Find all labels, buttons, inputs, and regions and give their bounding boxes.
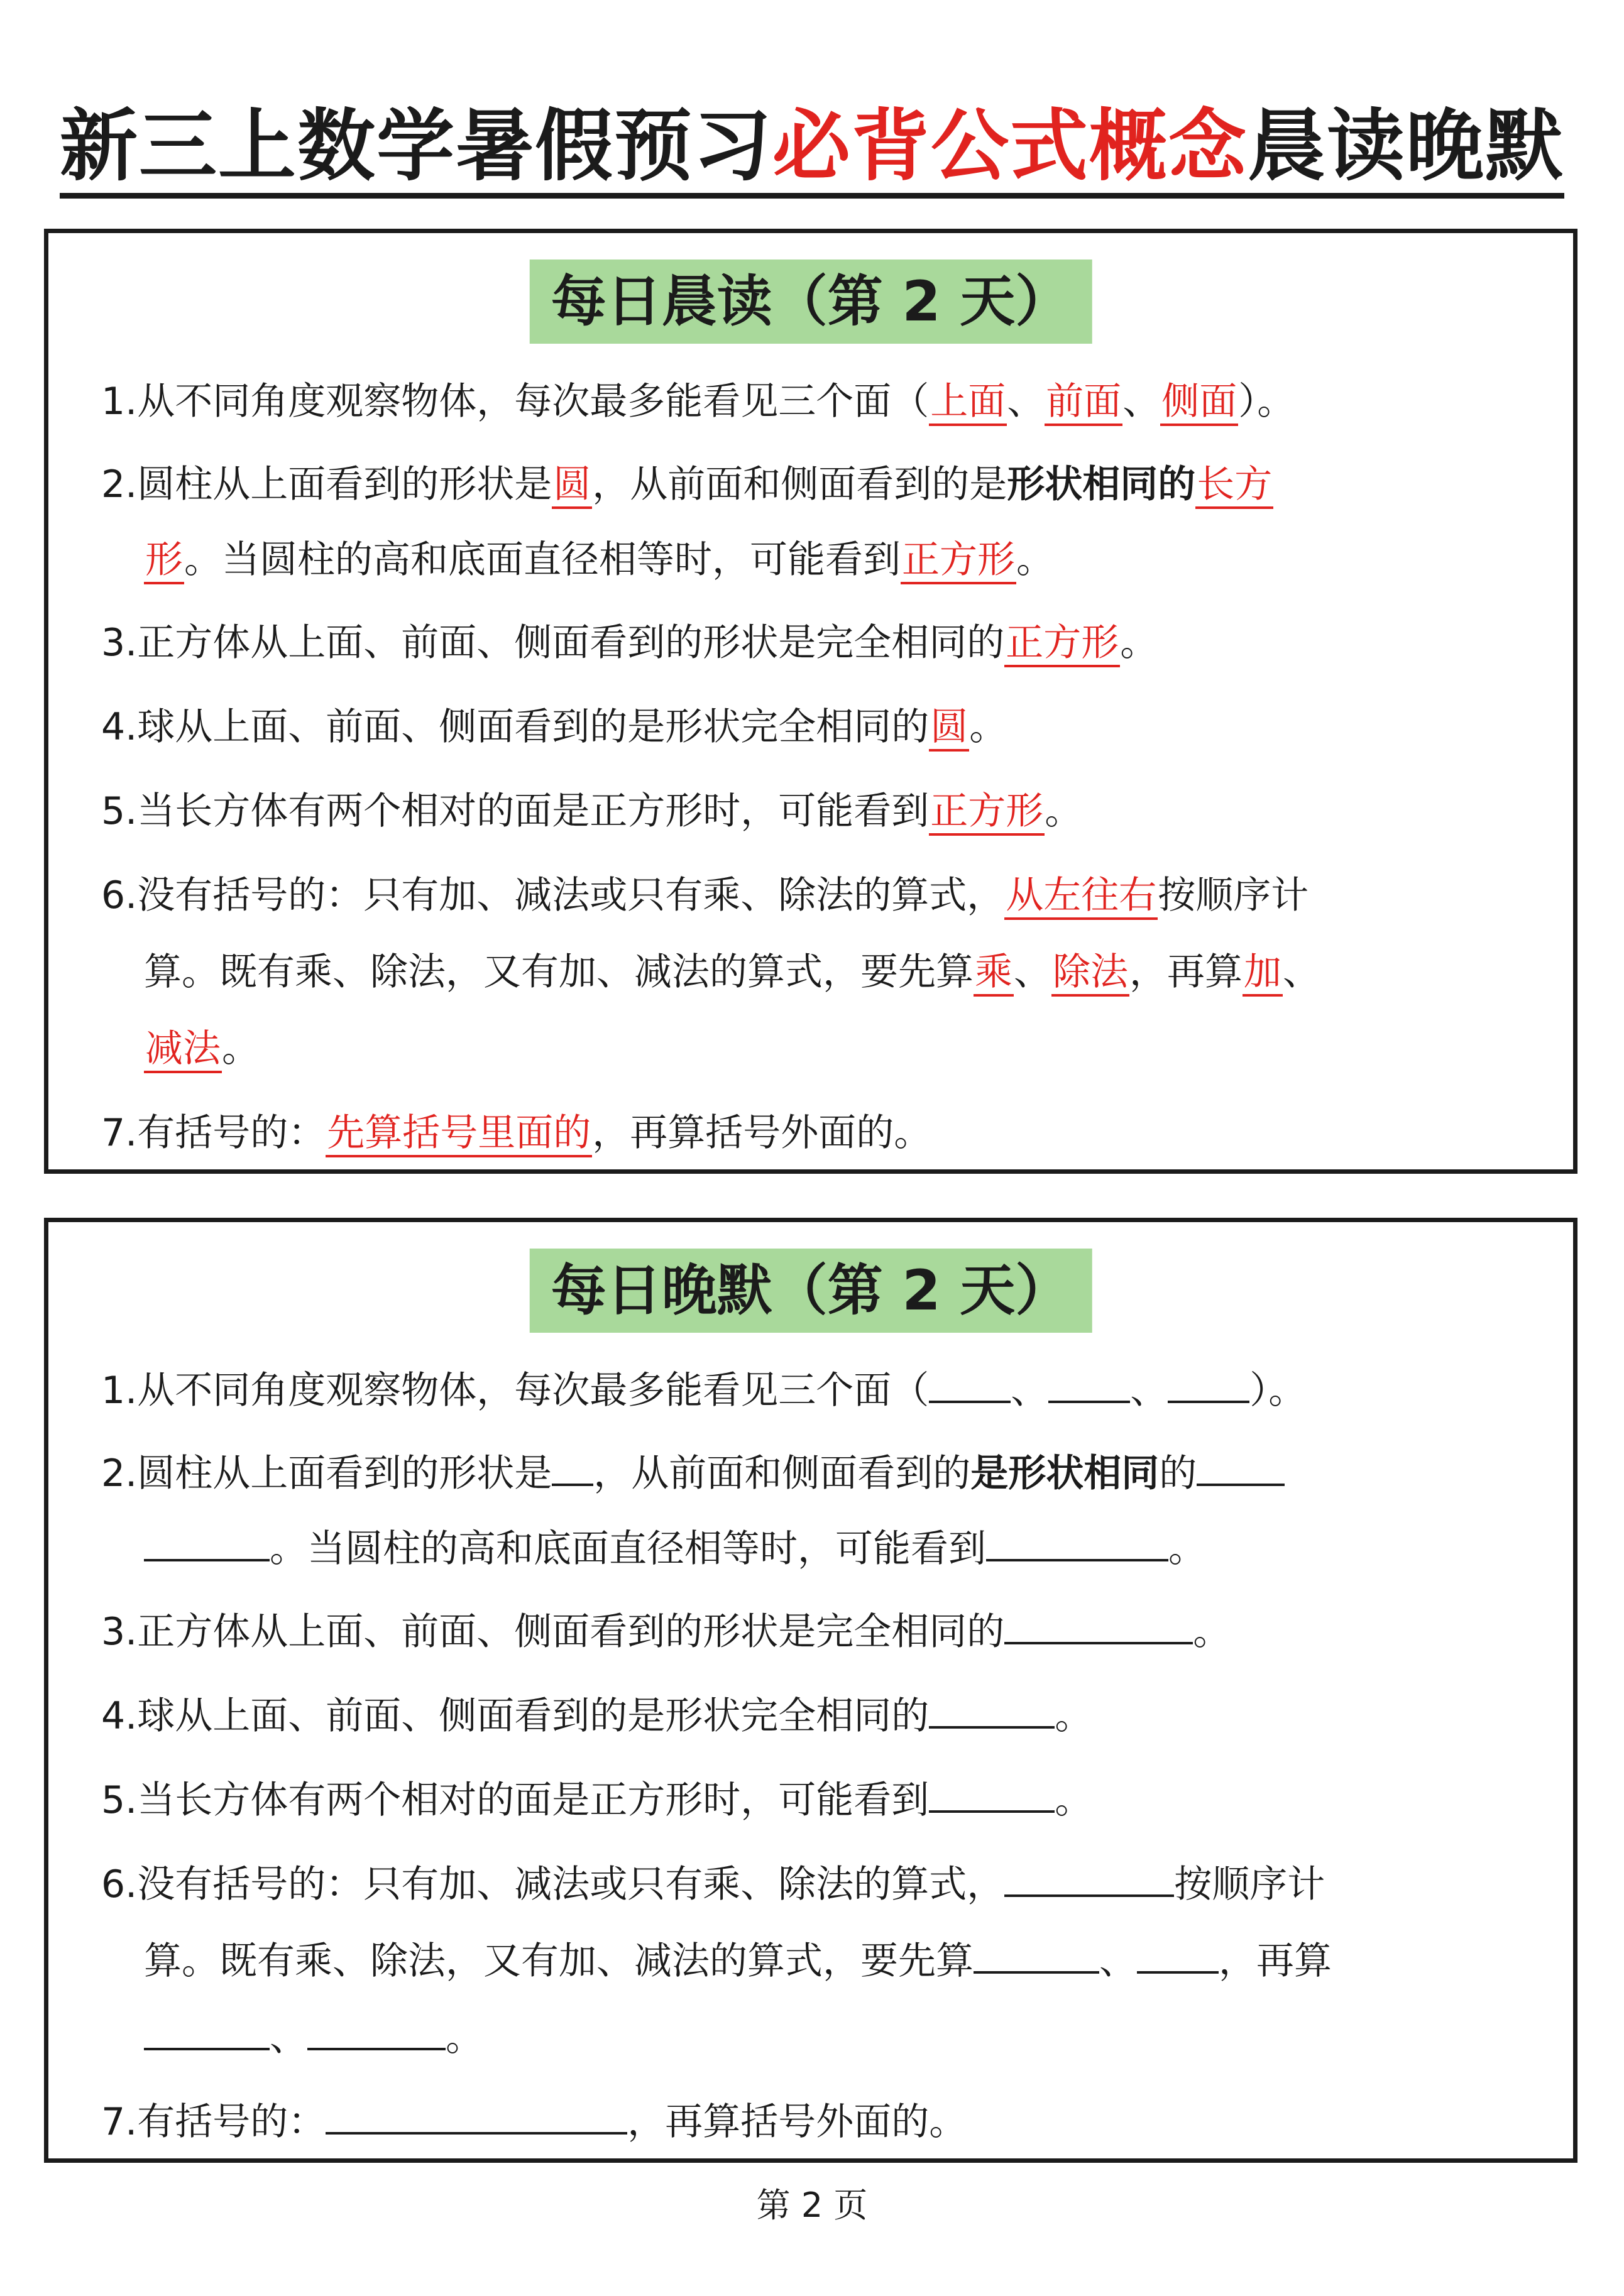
item-text: 。 — [1168, 1527, 1206, 1571]
fill-blank[interactable] — [929, 1691, 1055, 1729]
answer: 减法 — [144, 1027, 222, 1073]
item-text: 4.球从上面、前面、侧面看到的是形状完全相同的 — [101, 705, 930, 749]
morning-item-1 — [101, 363, 1534, 440]
item-text: 5.当长方体有两个相对的面是正方形时，可能看到 — [101, 1778, 930, 1822]
fill-blank[interactable] — [986, 1524, 1168, 1561]
item-text: 。 — [1120, 621, 1158, 665]
answer: 圆 — [929, 705, 969, 752]
morning-item-2 — [101, 446, 1534, 523]
title-part2-highlight: 必背公式概念 — [772, 101, 1248, 199]
morning-item-7 — [101, 1094, 1534, 1172]
answer: 形 — [144, 538, 184, 584]
separator: 、 — [1007, 380, 1045, 424]
item-text: ，再算括号外面的。 — [627, 2100, 967, 2144]
morning-heading: 每日晨读（第 2 天） — [530, 260, 1092, 344]
item-text: 4.球从上面、前面、侧面看到的是形状完全相同的 — [101, 1694, 930, 1738]
item-text: 算。既有乘、除法，又有加、减法的算式，要先算 — [144, 1939, 974, 1983]
answer: 前面 — [1045, 380, 1122, 426]
answer: 乘 — [974, 950, 1014, 997]
fill-blank[interactable] — [1004, 1607, 1193, 1644]
fill-blank[interactable] — [1197, 1448, 1285, 1486]
morning-item-6 — [101, 856, 1534, 934]
item-text: ，从前面和侧面看到的 — [593, 1451, 971, 1495]
separator: 、 — [270, 2016, 307, 2060]
item-text: 6.没有括号的：只有加、减法或只有乘、除法的算式， — [101, 1862, 1005, 1906]
item-text: 。 — [222, 1027, 260, 1071]
item-text: 2.圆柱从上面看到的形状是 — [101, 462, 552, 506]
evening-item-2 — [101, 1435, 1534, 1512]
separator: 、 — [1099, 1939, 1137, 1983]
item-text: 、 — [1283, 950, 1320, 994]
item-text: 。当圆柱的高和底面直径相等时，可能看到 — [184, 538, 901, 582]
answer: 先算括号里面的 — [326, 1111, 592, 1157]
item-text: 按顺序计 — [1158, 873, 1309, 917]
item-text: ，再算 — [1129, 950, 1243, 994]
page-title — [0, 99, 1624, 194]
evening-item-6 — [101, 1845, 1534, 1923]
answer: 上面 — [929, 380, 1007, 426]
evening-dictation-panel — [44, 1218, 1577, 2163]
item-text: 2.圆柱从上面看到的形状是 — [101, 1451, 552, 1495]
evening-item-4 — [101, 1677, 1534, 1755]
item-text: 1.从不同角度观察物体，每次最多能看见三个面（ — [101, 380, 930, 424]
item-text: 。 — [1193, 1610, 1231, 1654]
fill-blank[interactable] — [1004, 1859, 1174, 1897]
item-text: 3.正方体从上面、前面、侧面看到的形状是完全相同的 — [101, 1610, 1005, 1654]
fill-blank[interactable] — [1048, 1365, 1130, 1403]
item-text: 。 — [1045, 789, 1083, 833]
item-text: 1.从不同角度观察物体，每次最多能看见三个面（ — [101, 1369, 930, 1413]
fill-blank[interactable] — [326, 2097, 627, 2135]
bold-text: 是形状相同 — [970, 1451, 1160, 1495]
fill-blank[interactable] — [1137, 1936, 1219, 1974]
evening-item-6-cont2 — [144, 1999, 483, 2077]
answer: 从左往右 — [1004, 873, 1158, 920]
item-text: 。 — [446, 2016, 483, 2060]
answer: 正方形 — [901, 538, 1016, 584]
fill-blank[interactable] — [307, 2013, 446, 2050]
evening-item-7 — [101, 2083, 1534, 2161]
item-text: 7.有括号的： — [101, 2100, 326, 2144]
separator: 、 — [1011, 1369, 1049, 1413]
answer: 侧面 — [1160, 380, 1238, 426]
item-text: 。当圆柱的高和底面直径相等时，可能看到 — [270, 1527, 986, 1571]
morning-reading-panel — [44, 229, 1577, 1174]
fill-blank[interactable] — [974, 1936, 1099, 1974]
item-text: 6.没有括号的：只有加、减法或只有乘、除法的算式， — [101, 873, 1005, 917]
evening-item-5 — [101, 1761, 1534, 1839]
fill-blank[interactable] — [144, 1524, 270, 1561]
item-text: ，从前面和侧面看到的是 — [592, 462, 1007, 506]
item-text: ，再算括号外面的。 — [592, 1111, 932, 1155]
item-text: 算。既有乘、除法，又有加、减法的算式，要先算 — [144, 950, 974, 994]
item-text: 3.正方体从上面、前面、侧面看到的形状是完全相同的 — [101, 621, 1005, 665]
morning-item-3 — [101, 604, 1534, 682]
evening-item-3 — [101, 1593, 1534, 1671]
answer: 加 — [1243, 950, 1283, 997]
separator: 、 — [1014, 950, 1051, 994]
item-text: 。 — [1055, 1778, 1093, 1822]
answer: 长方 — [1195, 462, 1273, 509]
separator: 、 — [1130, 1369, 1168, 1413]
fill-blank[interactable] — [1168, 1365, 1249, 1403]
morning-item-2-cont — [144, 521, 1054, 599]
item-text: 。 — [969, 705, 1007, 749]
answer: 正方形 — [929, 789, 1045, 836]
bold-text: 形状相同的 — [1007, 462, 1196, 506]
fill-blank[interactable] — [144, 2013, 270, 2050]
item-text: ，再算 — [1219, 1939, 1332, 1983]
page-number: 第 2 页 — [756, 2185, 868, 2225]
evening-item-6-cont — [144, 1922, 1332, 2000]
item-text: 5.当长方体有两个相对的面是正方形时，可能看到 — [101, 789, 930, 833]
item-text: 按顺序计 — [1174, 1862, 1325, 1906]
fill-blank[interactable] — [929, 1365, 1011, 1403]
item-text: ）。 — [1238, 380, 1295, 424]
item-text: 的 — [1159, 1451, 1197, 1495]
title-part3: 晨读晚默 — [1248, 101, 1564, 199]
morning-item-4 — [101, 688, 1534, 766]
morning-item-5 — [101, 772, 1534, 850]
item-text: ）。 — [1249, 1369, 1307, 1413]
answer: 除法 — [1051, 950, 1129, 997]
morning-item-6-cont2 — [144, 1010, 260, 1088]
evening-item-2-cont — [144, 1510, 1206, 1588]
evening-heading: 每日晚默（第 2 天） — [530, 1249, 1092, 1333]
fill-blank[interactable] — [552, 1448, 593, 1486]
answer: 正方形 — [1004, 621, 1120, 667]
separator: 、 — [1122, 380, 1161, 424]
evening-item-1 — [101, 1352, 1534, 1430]
answer: 圆 — [552, 462, 592, 509]
title-part1: 新三上数学暑假预习 — [60, 101, 772, 199]
item-text: 7.有括号的： — [101, 1111, 326, 1155]
morning-item-6-cont — [144, 933, 1320, 1011]
item-text: 。 — [1016, 538, 1054, 582]
item-text: 。 — [1055, 1694, 1093, 1738]
fill-blank[interactable] — [929, 1775, 1055, 1813]
